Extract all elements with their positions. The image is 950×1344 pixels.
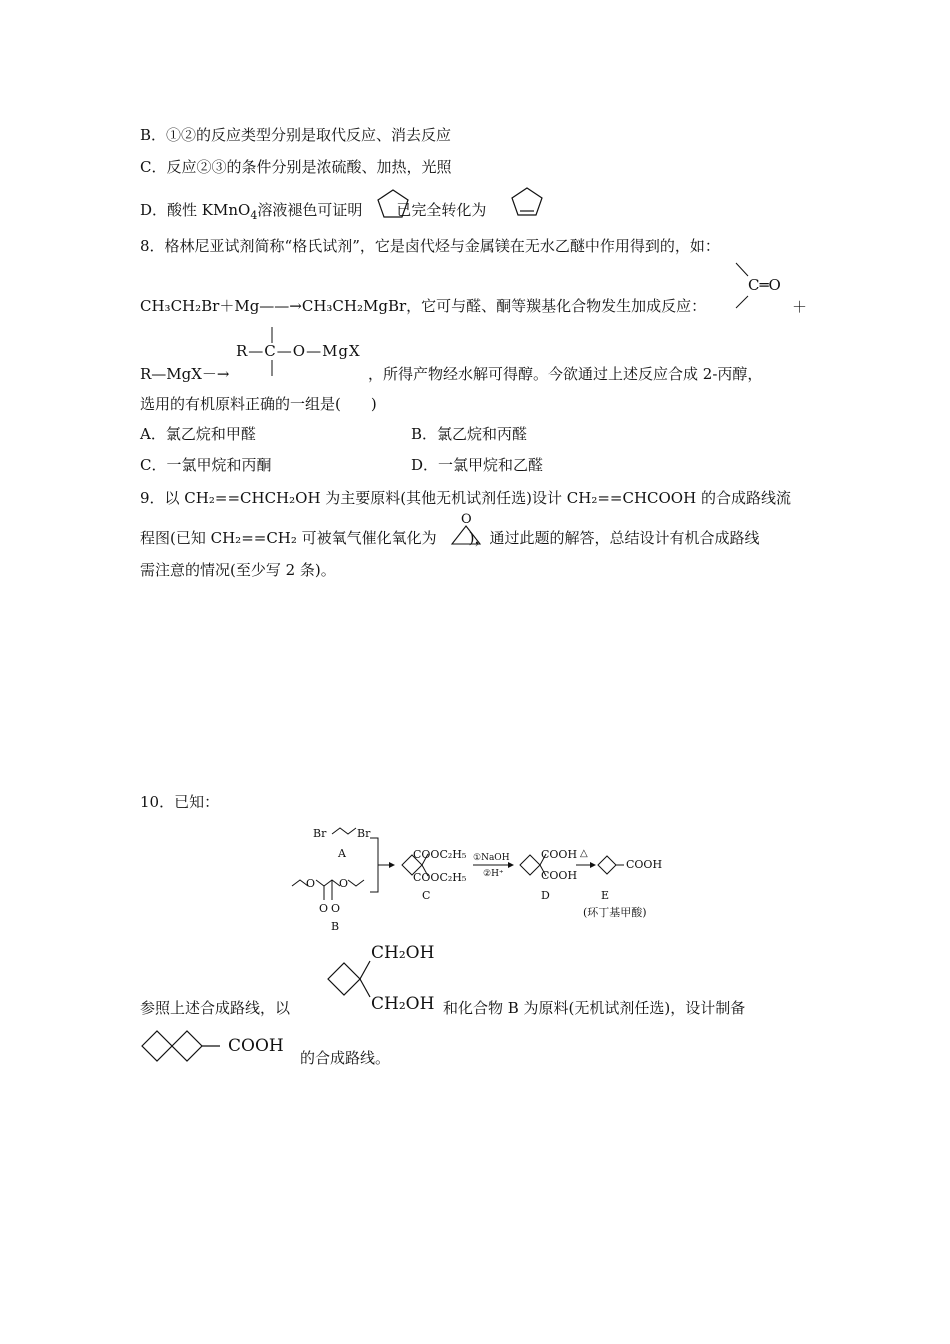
q10-target-post: 的合成路线。: [300, 1049, 391, 1067]
compound-b-o1: O: [306, 877, 316, 890]
q9-line-2-post: )，通过此题的解答，总结设计有机合成路线: [468, 529, 760, 547]
step-acid: ②H⁺: [483, 869, 504, 879]
step-naoh: ①NaOH: [473, 853, 510, 863]
q10-reference-pre: 参照上述合成路线，以: [140, 999, 291, 1017]
compound-c-top: COOC₂H₅: [413, 848, 467, 861]
carbonyl-label: C═O: [748, 276, 781, 294]
cyclopentene-structure: [510, 186, 544, 218]
compound-e-group: COOH: [626, 858, 663, 871]
compound-a-br-left: Br: [313, 827, 327, 840]
compound-b-o3: O: [319, 902, 329, 915]
compound-e-name: (环丁基甲酸): [583, 906, 647, 919]
q7-option-d: [140, 200, 486, 226]
compound-a-br-right: Br: [357, 827, 371, 840]
compound-b-o4: O: [331, 902, 341, 915]
q8-option-d: D．一氯甲烷和乙醛: [411, 456, 544, 474]
q9-line-3: 需注意的情况(至少写 2 条)。: [140, 561, 336, 579]
rmgx-reagent: R—MgX－→: [140, 365, 230, 383]
q8-equation-1: CH₃CH₂Br＋Mg——→CH₃CH₂MgBr，它可与醛、酮等羰基化合物发生加成反应：: [140, 297, 707, 315]
compound-b-label: B: [331, 920, 340, 933]
q7-option-d-subscript: 4: [250, 209, 258, 222]
epoxide-oxygen: O: [461, 512, 472, 527]
q8-option-b: B．氯乙烷和丙醛: [411, 425, 528, 443]
compound-b-o2: O: [339, 877, 349, 890]
q7-option-d-middle2: 已完全转化为: [396, 201, 487, 219]
spiro-target-structure: [140, 1028, 230, 1066]
compound-d-label: D: [541, 889, 550, 902]
q10-intro: 10．已知：: [140, 793, 220, 811]
compound-a-label: A: [338, 847, 346, 860]
compound-e-label: E: [601, 889, 610, 902]
diol-top-group: CH₂OH: [371, 943, 435, 963]
q7-option-c: C．反应②③的条件分别是浓硫酸、加热，光照: [140, 158, 452, 176]
compound-d-top: COOH: [541, 848, 578, 861]
q7-option-d-prefix: D．酸性 KMnO: [140, 201, 251, 219]
compound-c-label: C: [422, 889, 431, 902]
q7-option-b: B．①②的反应类型分别是取代反应、消去反应: [140, 126, 452, 144]
cyclopentane-structure: [376, 188, 410, 220]
heat-symbol: △: [580, 848, 588, 859]
target-carboxyl: COOH: [228, 1036, 284, 1056]
q7-option-d-middle: 溶液褪色可证明: [257, 201, 363, 219]
q8-option-a: A．氯乙烷和甲醛: [140, 425, 256, 443]
compound-c-bottom: COOC₂H₅: [413, 871, 467, 884]
q8-intro: 8．格林尼亚试剂简称“格氏试剂”，它是卤代烃与金属镁在无水乙醚中作用得到的，如：: [140, 237, 720, 255]
q9-line-2-pre: 程图(已知 CH₂==CH₂ 可被氧气催化氧化为: [140, 529, 437, 547]
q8-question: 选用的有机原料正确的一组是( ): [140, 395, 377, 413]
q10-reference-post: 和化合物 B 为原料(无机试剂任选)，设计制备: [443, 999, 746, 1017]
plus-sign: ＋: [792, 298, 808, 316]
alkoxide-product: R—C—O—MgX: [236, 342, 361, 360]
q9-line-1: 9．以 CH₂==CHCH₂OH 为主要原料(其他无机试剂任选)设计 CH₂==CHCOOH 的合成路线流: [140, 489, 791, 507]
q8-after-product: ，所得产物经水解可得醇。今欲通过上述反应合成 2-丙醇，: [368, 365, 763, 383]
compound-d-bottom: COOH: [541, 869, 578, 882]
diol-bottom-group: CH₂OH: [371, 994, 435, 1014]
q8-option-c: C．一氯甲烷和丙酮: [140, 456, 272, 474]
